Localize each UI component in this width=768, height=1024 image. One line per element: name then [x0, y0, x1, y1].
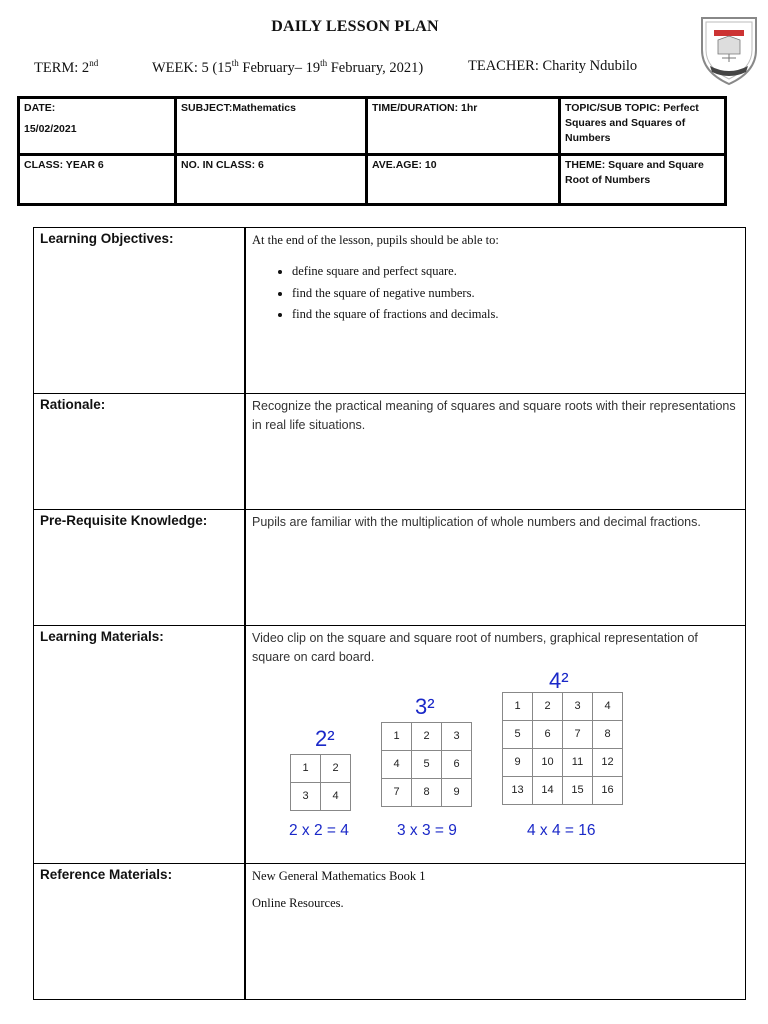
power-2-squared: 2² — [315, 725, 335, 751]
prereq-label: Pre-Requisite Knowledge: — [34, 510, 246, 626]
reference-row — [34, 864, 746, 1000]
squares-figure — [252, 667, 739, 856]
grid-cell: 7 — [563, 720, 593, 748]
materials-text: Video clip on the square and square root of numbers, graphical representation of square on card board. — [252, 631, 698, 665]
list-item: • find the square of fractions and decimals. — [292, 305, 739, 324]
grid-3x3 — [381, 722, 472, 807]
materials-content — [245, 626, 746, 864]
reference-content — [245, 864, 746, 1000]
class-cell: CLASS: YEAR 6 — [19, 155, 176, 205]
reference-item-1: New General Mathematics Book 1 — [252, 869, 426, 883]
grid-row — [503, 720, 623, 748]
grid-row — [382, 750, 472, 778]
equation-2x2: 2 x 2 = 4 — [289, 821, 349, 839]
no-in-class-cell: NO. IN CLASS: 6 — [176, 155, 367, 205]
prereq-row — [34, 510, 746, 626]
term-label: TERM: 2nd — [34, 58, 99, 76]
theme-cell: THEME: Square and Square Root of Numbers — [560, 155, 726, 205]
grid-cell: 9 — [503, 748, 533, 776]
subject-cell: SUBJECT:Mathematics — [176, 98, 367, 155]
grid-cell: 2 — [321, 754, 351, 782]
grid-cell: 10 — [533, 748, 563, 776]
grid-cell: 11 — [563, 748, 593, 776]
topic-cell: TOPIC/SUB TOPIC: Perfect Squares and Squares of Numbers — [560, 98, 726, 155]
objectives-intro: At the end of the lesson, pupils should be able to: — [252, 233, 499, 247]
power-4-squared: 4² — [549, 667, 569, 693]
grid-cell: 15 — [563, 776, 593, 804]
grid-row — [503, 748, 623, 776]
rationale-row — [34, 394, 746, 510]
grid-cell: 3 — [442, 722, 472, 750]
grid-cell: 3 — [291, 782, 321, 810]
grid-cell: 3 — [563, 692, 593, 720]
ave-age-cell: AVE.AGE: 10 — [367, 155, 560, 205]
grid-4x4 — [502, 692, 623, 805]
objectives-label: Learning Objectives: — [34, 228, 246, 394]
grid-row — [503, 692, 623, 720]
week-label: WEEK: 5 (15th February– 19th February, 2021) — [152, 58, 424, 76]
teacher-label: TEACHER: Charity Ndubilo — [468, 58, 638, 74]
grid-cell: 4 — [321, 782, 351, 810]
equation-3x3: 3 x 3 = 9 — [397, 821, 457, 839]
grid-cell: 4 — [382, 750, 412, 778]
grid-cell: 4 — [593, 692, 623, 720]
time-cell: TIME/DURATION: 1hr — [367, 98, 560, 155]
prereq-content: Pupils are familiar with the multiplication of whole numbers and decimal fractions. — [245, 510, 746, 626]
grid-row — [291, 754, 351, 782]
grid-cell: 2 — [533, 692, 563, 720]
grid-cell: 2 — [412, 722, 442, 750]
lesson-info-table — [17, 96, 727, 206]
lesson-plan-table — [33, 227, 746, 1000]
grid-cell: 6 — [442, 750, 472, 778]
grid-row — [382, 722, 472, 750]
grid-cell: 16 — [593, 776, 623, 804]
reference-item-2: Online Resources. — [252, 895, 344, 910]
objectives-content — [245, 228, 746, 394]
grid-2x2 — [290, 754, 351, 811]
rationale-content: Recognize the practical meaning of squares and square roots with their representations in real life situations. — [245, 394, 746, 510]
list-item: • find the square of negative numbers. — [292, 284, 739, 303]
school-crest-logo — [696, 14, 762, 86]
grid-cell: 13 — [503, 776, 533, 804]
page-title: DAILY LESSON PLAN — [271, 18, 439, 35]
equation-4x4: 4 x 4 = 16 — [527, 821, 596, 839]
grid-row — [503, 776, 623, 804]
grid-cell: 14 — [533, 776, 563, 804]
power-3-squared: 3² — [415, 693, 435, 719]
grid-cell: 7 — [382, 778, 412, 806]
date-cell: DATE: 15/02/2021 — [19, 98, 176, 155]
grid-cell: 5 — [503, 720, 533, 748]
materials-label: Learning Materials: — [34, 626, 246, 864]
grid-cell: 1 — [291, 754, 321, 782]
grid-cell: 6 — [533, 720, 563, 748]
objectives-list — [252, 262, 739, 324]
grid-cell: 8 — [593, 720, 623, 748]
grid-cell: 5 — [412, 750, 442, 778]
grid-cell: 8 — [412, 778, 442, 806]
grid-cell: 1 — [503, 692, 533, 720]
objectives-row — [34, 228, 746, 394]
materials-row — [34, 626, 746, 864]
list-item: • define square and perfect square. — [292, 262, 739, 281]
grid-cell: 1 — [382, 722, 412, 750]
reference-label: Reference Materials: — [34, 864, 246, 1000]
rationale-label: Rationale: — [34, 394, 246, 510]
grid-row — [382, 778, 472, 806]
date-value: 15/02/2021 — [24, 123, 77, 136]
grid-cell: 12 — [593, 748, 623, 776]
grid-row — [291, 782, 351, 810]
grid-cell: 9 — [442, 778, 472, 806]
